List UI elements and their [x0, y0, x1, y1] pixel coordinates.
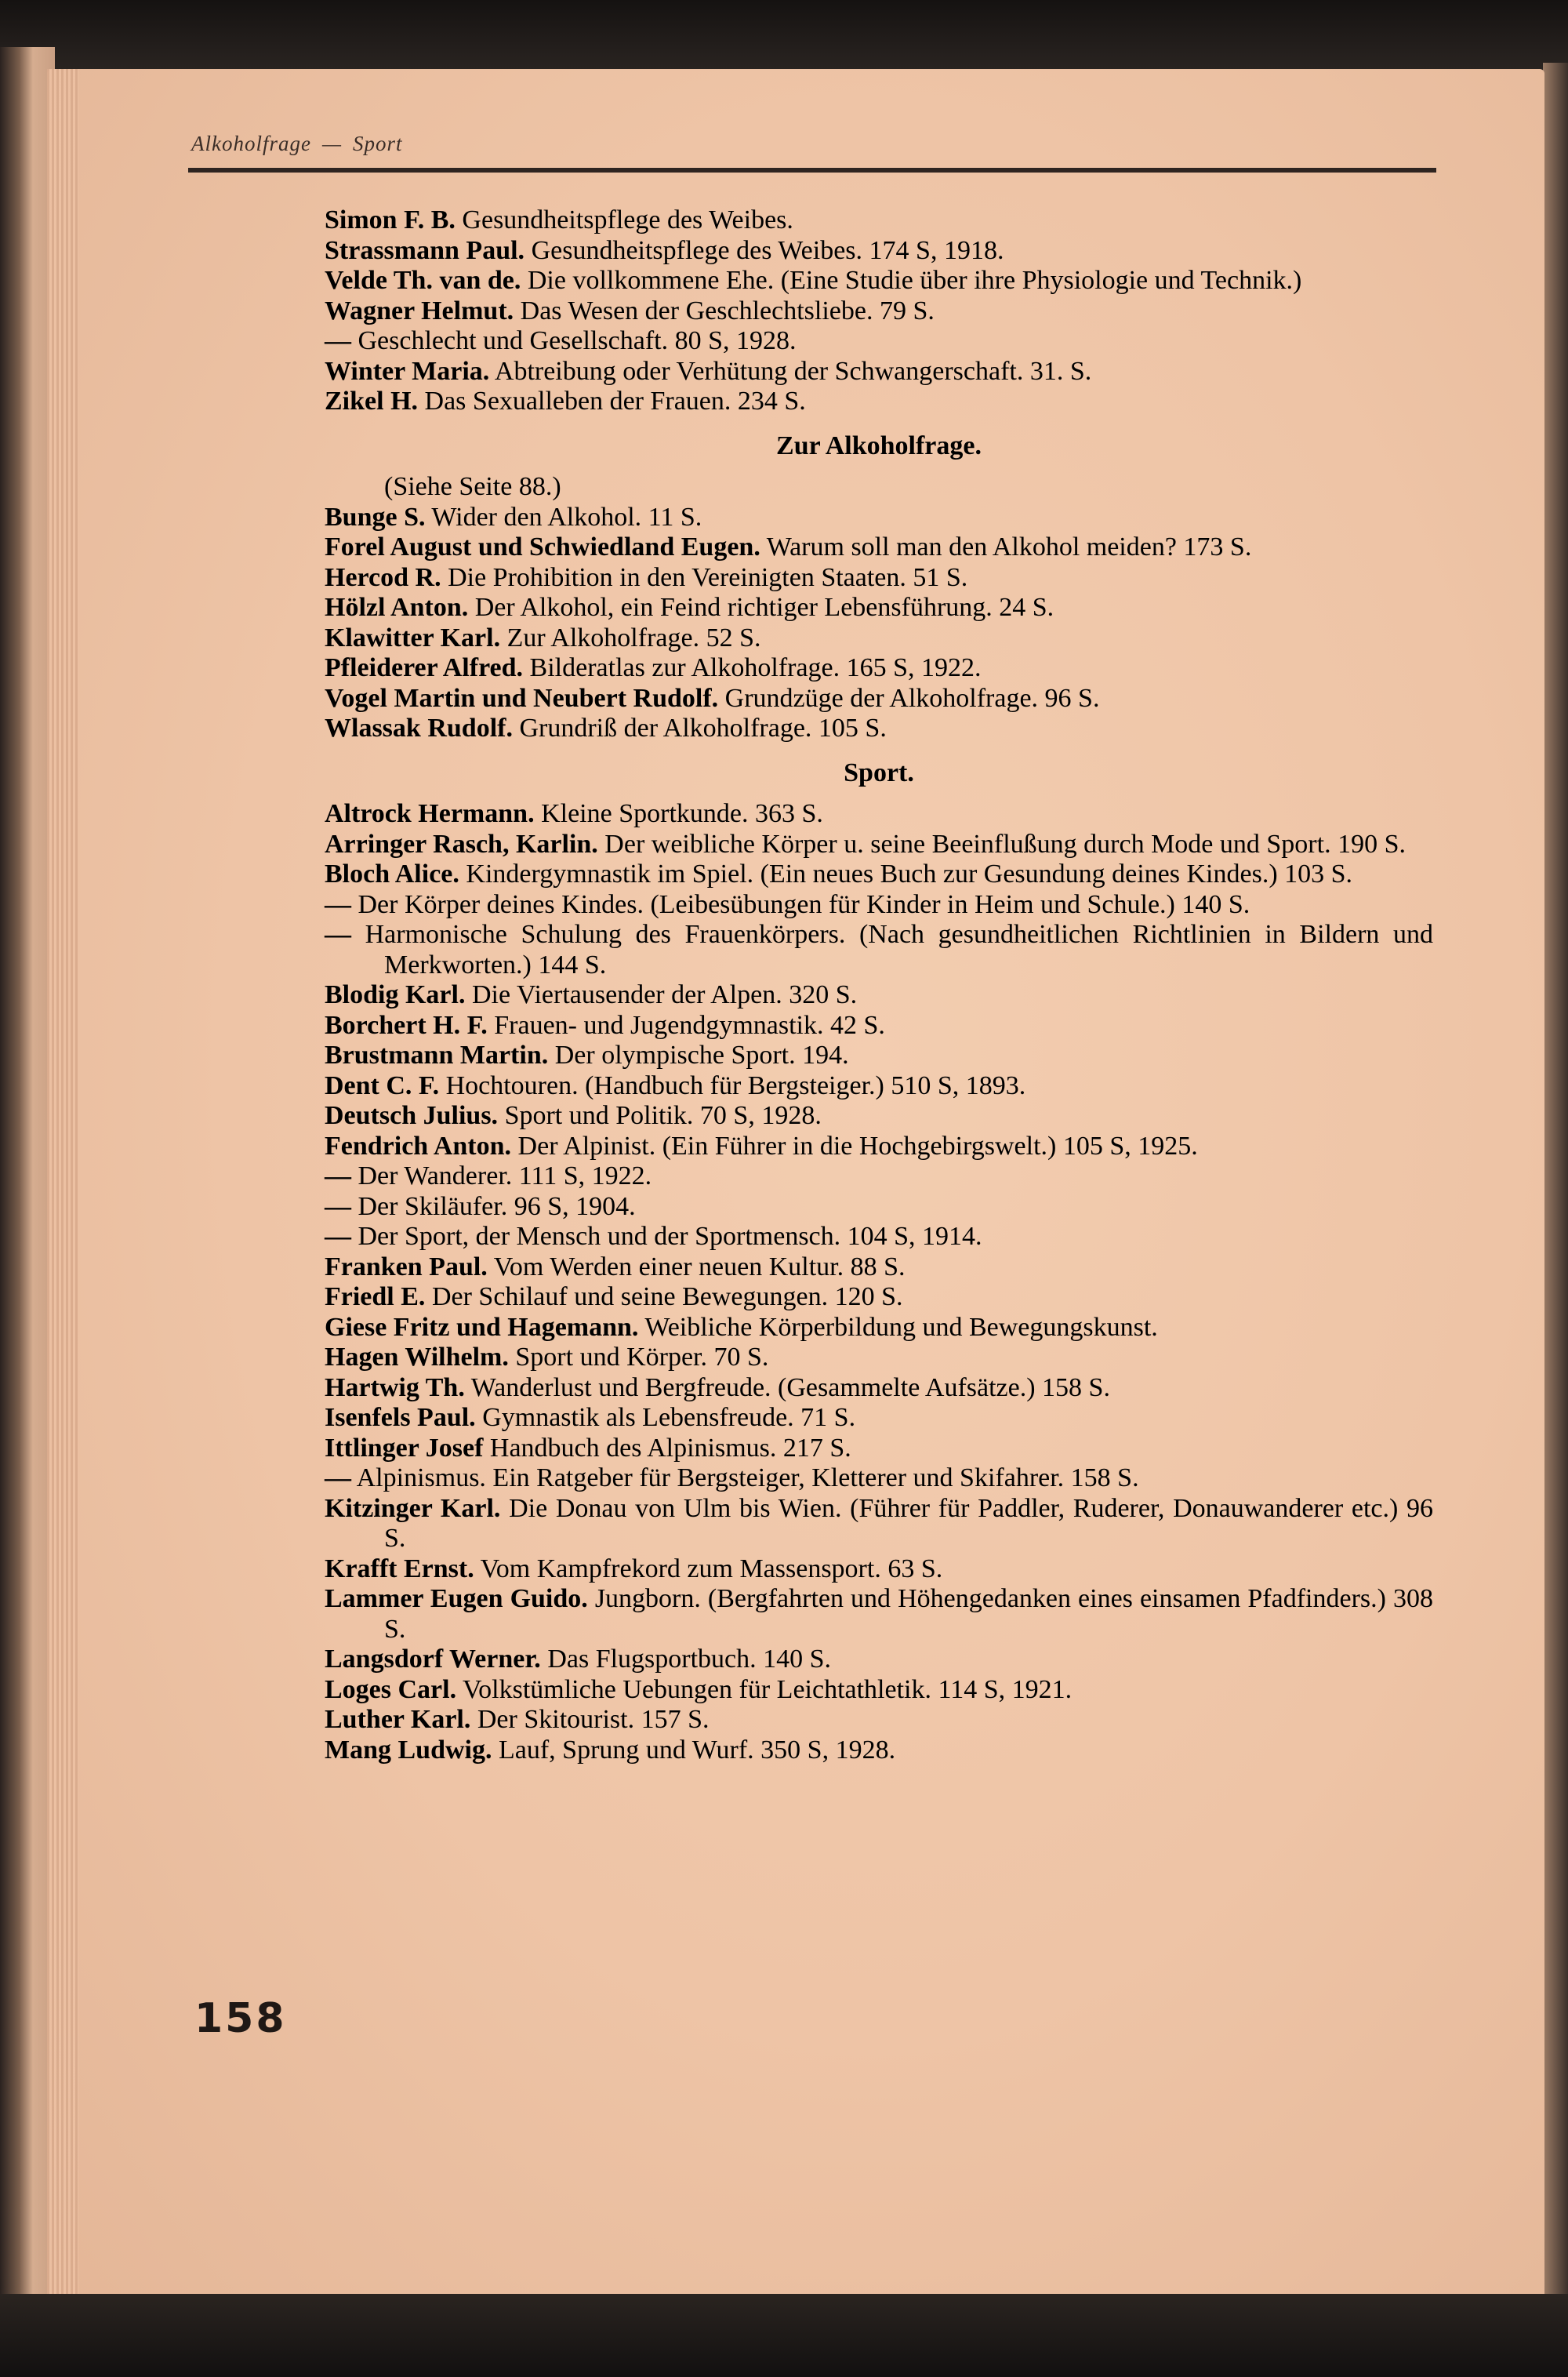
entry-title: Das Sexualleben der Frauen. 234 S.	[424, 387, 806, 416]
bibliography-entry	[325, 1252, 1433, 1283]
bibliography-entry	[325, 326, 1433, 357]
bibliography-entry	[325, 1373, 1433, 1404]
header-right: Sport	[353, 132, 403, 155]
entry-title: Hochtouren. (Handbuch für Bergsteiger.) 510 S, 1893.	[445, 1070, 1026, 1100]
scan-border-bottom	[0, 2294, 1568, 2377]
entry-author: Borchert H. F.	[325, 1010, 488, 1040]
entry-title: Der Körper deines Kindes. (Leibesübungen für Kinder in Heim und Schule.) 140 S.	[358, 889, 1250, 919]
entry-author: —	[325, 1161, 351, 1190]
entry-author: Friedl E.	[325, 1282, 426, 1311]
entry-author: Forel August und Schwiedland Eugen.	[325, 532, 760, 562]
entry-title: Die Donau von Ulm bis Wien. (Führer für Paddler, Ruderer, Donauwanderer etc.) 96 S.	[384, 1493, 1433, 1553]
bibliography-entry	[325, 1705, 1433, 1736]
entry-author: Brustmann Martin.	[325, 1041, 549, 1070]
bibliography-entry	[325, 980, 1433, 1011]
bibliography-entry	[325, 1192, 1433, 1223]
bibliography-entry	[325, 1554, 1433, 1585]
entry-title: Der Alpinist. (Ein Führer in die Hochgebirgswelt.) 105 S, 1925.	[517, 1131, 1198, 1161]
page-number: 158	[194, 1995, 287, 2042]
bibliography-entry	[325, 1675, 1433, 1706]
bibliography-entry	[325, 266, 1433, 296]
bibliography-entry	[325, 205, 1433, 236]
bibliography-entry	[325, 236, 1433, 267]
entry-title: Alpinismus. Ein Ratgeber für Bergsteiger, Kletterer und Skifahrer. 158 S.	[356, 1463, 1139, 1492]
bibliography-entry	[325, 1161, 1433, 1192]
entry-title: Lauf, Sprung und Wurf. 350 S, 1928.	[499, 1735, 896, 1765]
section-heading: Zur Alkoholfrage.	[776, 431, 982, 460]
entry-title: Handbuch des Alpinismus. 217 S.	[489, 1433, 851, 1463]
entry-title: Gesundheitspflege des Weibes.	[462, 205, 793, 234]
entry-title: Bilderatlas zur Alkoholfrage. 165 S, 1922.	[529, 653, 982, 682]
entry-author: Simon F. B.	[325, 205, 456, 234]
bibliography-entry	[325, 623, 1433, 654]
page-right-edge	[1543, 63, 1568, 2313]
entry-title: Geschlecht und Gesellschaft. 80 S, 1928.	[358, 326, 797, 355]
entry-author: Strassmann Paul.	[325, 235, 525, 265]
entry-author: Winter Maria.	[325, 356, 490, 386]
entry-title: Der olympische Sport. 194.	[554, 1041, 849, 1070]
entry-author: Hagen Wilhelm.	[325, 1343, 509, 1372]
bibliography-entry	[325, 1313, 1433, 1343]
bibliography-entry	[325, 1403, 1433, 1434]
entry-author: Deutsch Julius.	[325, 1101, 499, 1130]
entry-title: Kindergymnastik im Spiel. (Ein neues Buch zur Gesundung deines Kindes.) 103 S.	[466, 860, 1353, 889]
entry-title: Sport und Körper. 70 S.	[515, 1343, 769, 1372]
entry-title: Der Skitourist. 157 S.	[477, 1705, 710, 1734]
entry-author: Altrock Hermann.	[325, 799, 535, 828]
entry-title: Sport und Politik. 70 S, 1928.	[504, 1101, 822, 1130]
entry-title: Wanderlust und Bergfreude. (Gesammelte Aufsätze.) 158 S.	[470, 1372, 1110, 1402]
entry-title: Volkstümliche Uebungen für Leichtathletik. 114 S, 1921.	[462, 1674, 1073, 1704]
bibliography-entry	[325, 653, 1433, 684]
bibliography-entry	[325, 920, 1433, 980]
bibliography-entry	[325, 1011, 1433, 1041]
entry-author: Mang Ludwig.	[325, 1735, 492, 1765]
bibliography-entry	[325, 1282, 1433, 1313]
entry-author: Krafft Ernst.	[325, 1554, 474, 1583]
scan-border-top	[0, 0, 1568, 75]
entry-title: Wider den Alkohol. 11 S.	[431, 502, 702, 532]
header-rule	[188, 168, 1436, 173]
bibliography-entry	[325, 1041, 1433, 1071]
entry-author: Wlassak Rudolf.	[325, 714, 513, 743]
entry-title: Der Skiläufer. 96 S, 1904.	[358, 1191, 636, 1221]
bibliography-entry	[325, 1132, 1433, 1162]
entry-title: Der weibliche Körper u. seine Beeinflußung durch Mode und Sport. 190 S.	[604, 829, 1406, 859]
bibliography-entry	[325, 1645, 1433, 1675]
entry-title: Jungborn. (Bergfahrten und Höhengedanken eines einsamen Pfadfinders.) 308 S.	[384, 1584, 1434, 1644]
running-header	[191, 132, 403, 156]
bibliography-entry	[325, 296, 1433, 327]
section-note: (Siehe Seite 88.)	[384, 472, 561, 501]
bibliography-entry	[325, 1736, 1433, 1766]
bibliography-entry	[325, 1071, 1433, 1102]
bibliography-entry	[325, 1463, 1433, 1494]
entry-title: Warum soll man den Alkohol meiden? 173 S.	[766, 532, 1252, 562]
entry-author: Hercod R.	[325, 562, 441, 592]
entry-title: Die vollkommene Ehe. (Eine Studie über ihre Physiologie und Technik.)	[527, 266, 1302, 295]
header-left: Alkoholfrage	[191, 132, 311, 155]
entry-title: Weibliche Körperbildung und Bewegungskunst.	[644, 1312, 1158, 1342]
bibliography-entry	[325, 1222, 1433, 1252]
entry-title: Der Sport, der Mensch und der Sportmensch. 104 S, 1914.	[358, 1222, 982, 1251]
entry-title: Abtreibung oder Verhütung der Schwangerschaft. 31. S.	[494, 356, 1092, 386]
entry-author: Loges Carl.	[325, 1674, 457, 1704]
entry-author: Vogel Martin und Neubert Rudolf.	[325, 683, 719, 713]
entry-author: Hölzl Anton.	[325, 593, 469, 622]
entry-author: —	[325, 1222, 351, 1251]
bibliography-entry	[325, 1494, 1433, 1554]
entry-title: Der Schilauf und seine Bewegungen. 120 S.	[431, 1282, 903, 1311]
entry-author: —	[325, 326, 351, 355]
entry-author: Langsdorf Werner.	[325, 1645, 541, 1674]
entry-author: Fendrich Anton.	[325, 1131, 512, 1161]
bibliography-entry	[325, 714, 1433, 744]
entry-author: Franken Paul.	[325, 1252, 488, 1281]
bibliography-entry	[325, 1584, 1433, 1645]
header-separator: —	[321, 132, 342, 155]
entry-title: Das Flugsportbuch. 140 S.	[547, 1645, 832, 1674]
entry-title: Vom Werden einer neuen Kultur. 88 S.	[493, 1252, 906, 1281]
entry-author: Arringer Rasch, Karlin.	[325, 829, 598, 859]
entry-author: Pfleiderer Alfred.	[325, 653, 524, 682]
entry-title: Grundzüge der Alkoholfrage. 96 S.	[724, 683, 1100, 713]
entry-author: —	[325, 1463, 351, 1492]
entry-title: Gesundheitspflege des Weibes. 174 S, 1918.	[531, 235, 1004, 265]
bibliography-entry	[325, 532, 1433, 563]
bibliography-entry	[325, 684, 1433, 714]
bibliography-entry	[325, 593, 1433, 623]
bibliography-entry	[325, 799, 1433, 830]
bibliography-entry	[325, 890, 1433, 921]
bibliography-entry	[325, 1434, 1433, 1464]
entry-title: Harmonische Schulung des Frauenkörpers. (Nach gesundheitlichen Richtlinien in Bildern und Merkworten.) 144 S.	[365, 920, 1434, 980]
entry-author: Velde Th. van de.	[325, 266, 521, 295]
entry-author: Klawitter Karl.	[325, 623, 501, 652]
entry-author: Isenfels Paul.	[325, 1403, 476, 1432]
entry-author: Bloch Alice.	[325, 860, 459, 889]
entry-author: Kitzinger Karl.	[325, 1493, 501, 1523]
bibliography-entry	[325, 563, 1433, 594]
bibliography-entry	[325, 830, 1433, 860]
entry-author: Luther Karl.	[325, 1705, 471, 1734]
bibliography-list	[325, 205, 1433, 1765]
entry-author: Dent C. F.	[325, 1070, 440, 1100]
entry-title: Die Viertausender der Alpen. 320 S.	[471, 980, 858, 1009]
section-heading: Sport.	[844, 758, 914, 787]
bibliography-entry	[325, 357, 1433, 387]
entry-title: Die Prohibition in den Vereinigten Staaten. 51 S.	[448, 562, 968, 592]
entry-title: Vom Kampfrekord zum Massensport. 63 S.	[480, 1554, 943, 1583]
page-stack-edges	[47, 69, 78, 2300]
bibliography-entry	[325, 387, 1433, 417]
entry-title: Zur Alkoholfrage. 52 S.	[506, 623, 761, 652]
entry-author: —	[325, 1191, 351, 1221]
entry-author: —	[325, 889, 351, 919]
entry-title: Der Alkohol, ein Feind richtiger Lebensführung. 24 S.	[474, 593, 1054, 622]
bibliography-entry	[325, 503, 1433, 533]
entry-author: Ittlinger Josef	[325, 1433, 484, 1463]
entry-author: Lammer Eugen Guido.	[325, 1584, 588, 1613]
entry-title: Kleine Sportkunde. 363 S.	[541, 799, 823, 828]
entry-title: Das Wesen der Geschlechtsliebe. 79 S.	[520, 296, 935, 325]
entry-author: Giese Fritz und Hagemann.	[325, 1312, 639, 1342]
entry-author: —	[325, 920, 351, 949]
entry-author: Hartwig Th.	[325, 1372, 465, 1402]
entry-author: Bunge S.	[325, 502, 426, 532]
bibliography-entry	[325, 1343, 1433, 1373]
entry-title: Gymnastik als Lebensfreude. 71 S.	[482, 1403, 856, 1432]
entry-author: Wagner Helmut.	[325, 296, 514, 325]
entry-title: Grundriß der Alkoholfrage. 105 S.	[519, 714, 887, 743]
entry-author: Zikel H.	[325, 387, 419, 416]
bibliography-entry	[325, 860, 1433, 890]
entry-title: Der Wanderer. 111 S, 1922.	[358, 1161, 652, 1190]
bibliography-entry	[325, 1101, 1433, 1132]
entry-title: Frauen- und Jugendgymnastik. 42 S.	[494, 1010, 885, 1040]
entry-author: Blodig Karl.	[325, 980, 466, 1009]
